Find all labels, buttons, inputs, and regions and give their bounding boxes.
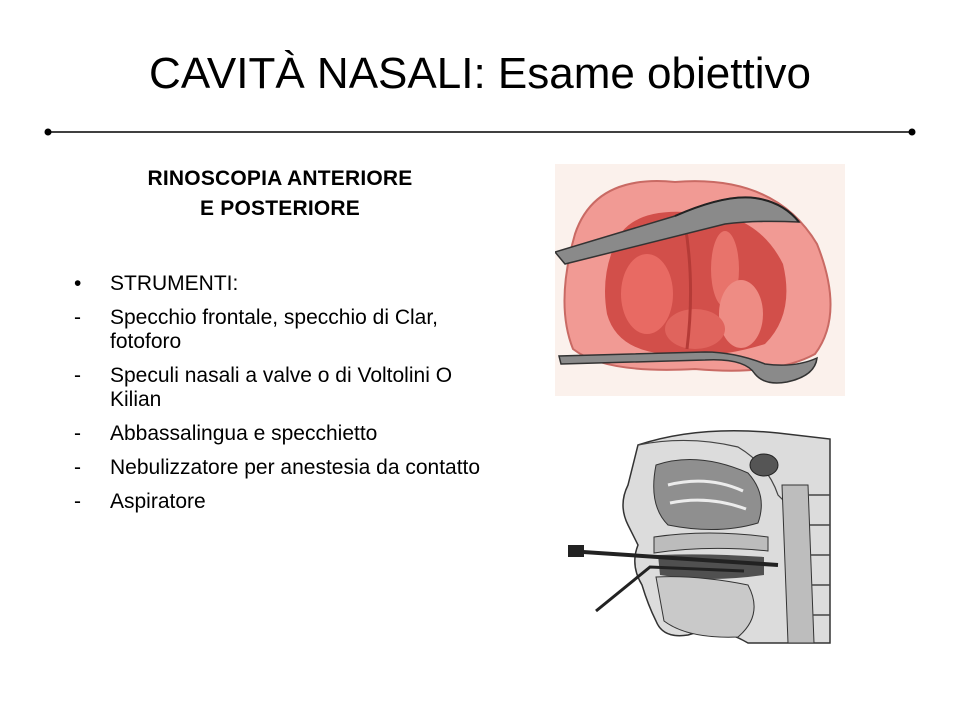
- list-item: [74, 364, 504, 412]
- title-divider: [44, 126, 916, 138]
- list-item-text: Abbassalingua e specchietto: [110, 422, 378, 445]
- section-heading: [60, 164, 500, 224]
- dash-marker: -: [74, 456, 81, 479]
- list-item-text: Aspiratore: [110, 490, 206, 513]
- list-item: [74, 490, 504, 514]
- list-item-text: Speculi nasali a valve o di Voltolini O Kilian: [110, 364, 453, 411]
- anterior-rhinoscopy-illustration: [555, 164, 845, 396]
- list-item: [74, 272, 504, 296]
- list-item-text: STRUMENTI:: [110, 272, 239, 295]
- list-item: [74, 456, 504, 480]
- list-item-text: Specchio frontale, specchio di Clar, fotoforo: [110, 306, 439, 353]
- dash-marker: -: [74, 306, 81, 329]
- list-item: [74, 422, 504, 446]
- instrument-list: [74, 272, 504, 524]
- dash-marker: -: [74, 422, 81, 445]
- slide-title: CAVITÀ NASALI: Esame obiettivo: [149, 49, 811, 98]
- dash-marker: -: [74, 490, 81, 513]
- list-item-text: Nebulizzatore per anestesia da contatto: [110, 456, 481, 479]
- posterior-rhinoscopy-illustration: [568, 425, 840, 647]
- section-heading-line1: RINOSCOPIA ANTERIORE: [147, 167, 413, 190]
- dash-marker: -: [74, 364, 81, 387]
- bullet-marker: •: [74, 272, 82, 295]
- section-heading-line2: E POSTERIORE: [200, 197, 360, 220]
- list-item: [74, 306, 504, 354]
